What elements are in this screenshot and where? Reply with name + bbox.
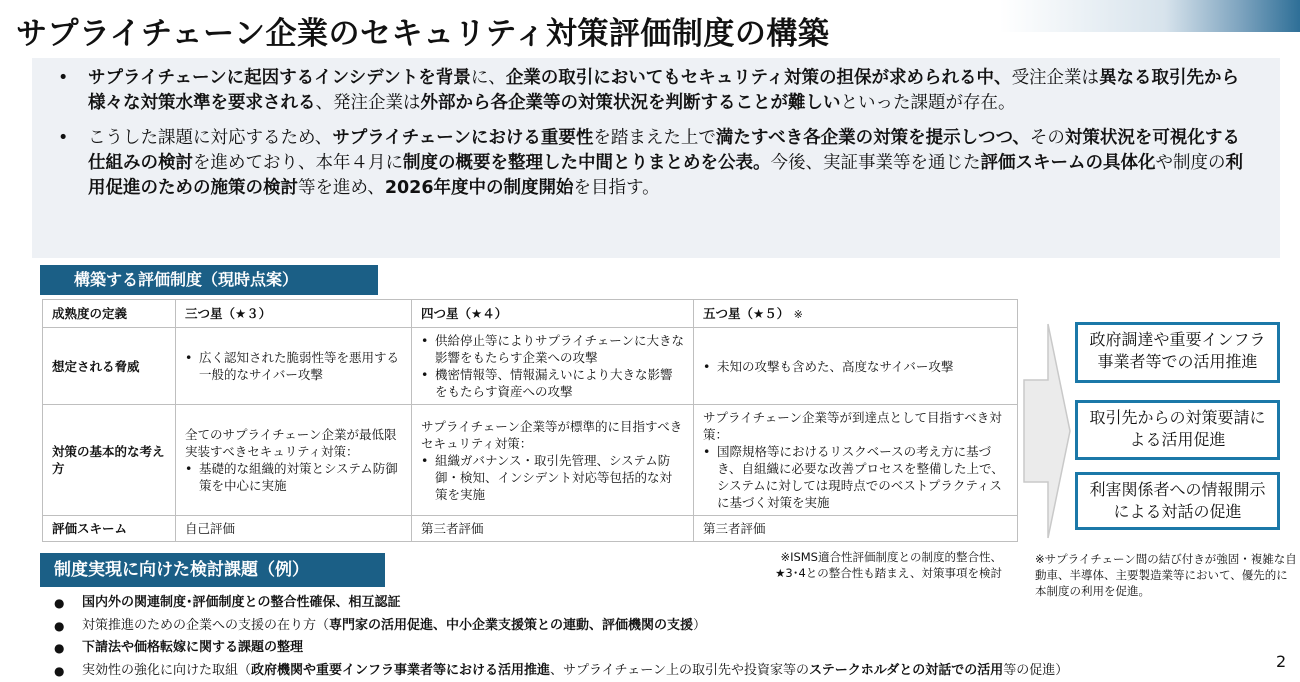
emphasis-text: 政府機関や重要インフラ事業者等における活用推進 <box>251 662 551 678</box>
header-star4: 四つ星（★４） <box>412 300 694 328</box>
emphasis-text: 評価スキームの具体化 <box>980 153 1156 173</box>
issue-item <box>48 660 1068 682</box>
issues-list <box>48 592 1068 682</box>
cell-bullet-item: • 国際規格等におけるリスクベースの考え方に基づき、自組織に必要な改善プロセスを整備した上で、システムに対しては現時点でのベストプラクティスに基づく対策を実施 <box>703 443 1008 511</box>
cell-measures-star3 <box>176 405 412 516</box>
issue-text-3 <box>82 640 303 655</box>
body-text: 今後、実証事業等を通じた <box>770 153 981 173</box>
measures-star3-lead: 全てのサプライチェーン企業が最低限実装すべきセキュリティ対策： <box>185 427 397 459</box>
section-heading-evaluation: 構築する評価制度（現時点案） <box>40 265 378 295</box>
emphasis-text: 対策状況を可視化する仕組みの検討 <box>88 128 1240 173</box>
issue-text-1 <box>82 595 401 610</box>
promotion-box-disclosure: 利害関係者への情報開示による対話の促進 <box>1075 472 1280 530</box>
cell-bullet-item: • 基礎的な組織的対策とシステム防御策を中心に実施 <box>185 460 402 494</box>
emphasis-text: 制度の概要を整理した中間とりまとめを公表。 <box>403 153 771 173</box>
measures-star5-lead: サプライチェーン企業等が到達点として目指すべき対策： <box>703 410 1002 442</box>
emphasis-text: サプライチェーンに起因するインシデントを背景 <box>88 68 471 88</box>
body-text: 等の促進） <box>1003 662 1069 678</box>
table-row-threat <box>43 328 1018 405</box>
row-label-scheme: 評価スキーム <box>43 516 176 542</box>
body-text: 実効性の強化に向けた取組（ <box>82 662 252 678</box>
body-text: ） <box>693 617 707 633</box>
table-row-measures <box>43 405 1018 516</box>
emphasis-text: 異なる取引先から様々な対策水準を要求される <box>88 68 1240 113</box>
cell-bullet-item: • 供給停止等によりサプライチェーンに大きな影響をもたらす企業への攻撃 <box>421 332 684 366</box>
cell-threat-star5 <box>694 328 1018 405</box>
section-heading-issues: 制度実現に向けた検討課題（例） <box>40 553 385 587</box>
body-text: を踏まえた上で <box>593 128 716 148</box>
emphasis-text: ステークホルダとの対話での活用 <box>809 662 1004 678</box>
threat-star3-list <box>185 349 402 383</box>
header-gradient <box>1000 0 1300 32</box>
table-header-row <box>43 300 1018 328</box>
header-star3: 三つ星（★３） <box>176 300 412 328</box>
header-maturity: 成熟度の定義 <box>43 300 176 328</box>
threat-star4-list <box>421 332 684 400</box>
intro-text-2 <box>88 128 1243 198</box>
bullet-dot: ● <box>54 641 65 655</box>
isms-note-line-1: ※ISMS適合性評価制度との制度的整合性、 <box>780 550 1002 564</box>
body-text: といった課題が存在。 <box>840 93 1016 113</box>
bullet-dot: • <box>58 128 69 148</box>
body-text: こうした課題に対応するため、 <box>88 128 333 148</box>
isms-note <box>716 549 1002 581</box>
emphasis-text: 2026年度中の制度開始 <box>384 178 574 198</box>
row-label-measures: 対策の基本的な考え方 <box>43 405 176 516</box>
cell-scheme-star5: 第三者評価 <box>694 516 1018 542</box>
bullet-dot: ● <box>54 596 65 610</box>
measures-star5-list <box>703 443 1008 511</box>
body-text: 、発注企業は <box>315 93 421 113</box>
measures-star4-list <box>421 452 684 503</box>
evaluation-table <box>42 299 1018 542</box>
isms-note-line-2: ★3･4との整合性も踏まえ、対策事項を検討 <box>775 566 1002 580</box>
measures-star4-lead: サプライチェーン企業等が標準的に目指すべきセキュリティ対策： <box>421 418 683 451</box>
cell-measures-star4 <box>412 405 694 516</box>
body-text: 対策推進のための企業への支援の在り方（ <box>82 617 330 633</box>
emphasis-text: 下請法や価格転嫁に関する課題の整理 <box>82 640 304 655</box>
bullet-dot: ● <box>54 618 65 633</box>
cell-measures-star5 <box>694 405 1018 516</box>
emphasis-text: 専門家の活用促進、中小企業支援策との連動、評価機関の支援 <box>329 617 694 633</box>
cell-bullet-item: • 機密情報等、情報漏えいにより大きな影響をもたらす資産への攻撃 <box>421 366 684 400</box>
bullet-dot: • <box>58 68 69 88</box>
right-arrow-icon <box>1022 322 1072 540</box>
table-row-scheme <box>43 516 1018 542</box>
cell-threat-star3 <box>176 328 412 405</box>
body-text: に、 <box>470 68 506 88</box>
cell-bullet-item: • 未知の攻撃も含めた、高度なサイバー攻撃 <box>703 358 1008 375</box>
measures-star3-list <box>185 460 402 494</box>
promotion-box-government: 政府調達や重要インフラ事業者等での活用推進 <box>1075 322 1280 383</box>
body-text: や制度の <box>1155 153 1226 173</box>
intro-bullet-1 <box>52 66 1256 116</box>
emphasis-text: 利用促進のための施策の検討 <box>88 153 1243 198</box>
emphasis-text: 企業の取引においてもセキュリティ対策の担保が求められる中、 <box>505 68 1012 88</box>
page-number: 2 <box>1276 652 1287 671</box>
cell-bullet-item: • 広く認知された脆弱性等を悪用する一般的なサイバー攻撃 <box>185 349 402 383</box>
emphasis-text: 国内外の関連制度･評価制度との整合性確保、相互認証 <box>82 595 401 610</box>
header-note-mark: ※ <box>793 307 803 321</box>
cell-threat-star4 <box>412 328 694 405</box>
promotion-box-business-partner: 取引先からの対策要請による活用促進 <box>1075 400 1280 460</box>
threat-star5-list <box>703 358 1008 375</box>
page-title: サプライチェーン企業のセキュリティ対策評価制度の構築 <box>16 16 830 52</box>
body-text: その <box>1029 128 1065 148</box>
body-text: を目指す。 <box>573 178 660 198</box>
row-label-threat: 想定される脅威 <box>43 328 176 405</box>
emphasis-text: 満たすべき各企業の対策を提示しつつ、 <box>715 128 1030 148</box>
cell-bullet-item: • 組織ガバナンス・取引先管理、システム防御・検知、インシデント対応等包括的な対策を実施 <box>421 452 684 503</box>
priority-note: ※サプライチェーン間の結び付きが強固・複雑な自動車、半導体、主要製造業等において、優先的に本制度の利用を促進。 <box>1035 552 1297 598</box>
body-text: 、サプライチェーン上の取引先や投資家等の <box>550 662 809 678</box>
issue-item <box>48 592 1068 615</box>
header-star5-label: 五つ星（★５） <box>703 305 790 321</box>
issue-item <box>48 637 1068 660</box>
body-text: 受注企業は <box>1011 68 1100 88</box>
body-text: 等を進め、 <box>298 178 385 198</box>
issue-text-2 <box>82 618 706 633</box>
intro-bullet-2 <box>52 126 1256 201</box>
intro-text-1 <box>88 68 1239 113</box>
body-text: を進めており、本年４月に <box>193 153 403 173</box>
intro-panel <box>32 58 1280 258</box>
header-star5 <box>694 300 1018 328</box>
cell-scheme-star3: 自己評価 <box>176 516 412 542</box>
issue-text-4 <box>82 663 1068 678</box>
issue-item <box>48 615 1068 638</box>
emphasis-text: 外部から各企業等の対策状況を判断することが難しい <box>420 93 841 113</box>
bullet-dot: ● <box>54 663 65 678</box>
emphasis-text: サプライチェーンにおける重要性 <box>332 128 594 148</box>
cell-scheme-star4: 第三者評価 <box>412 516 694 542</box>
